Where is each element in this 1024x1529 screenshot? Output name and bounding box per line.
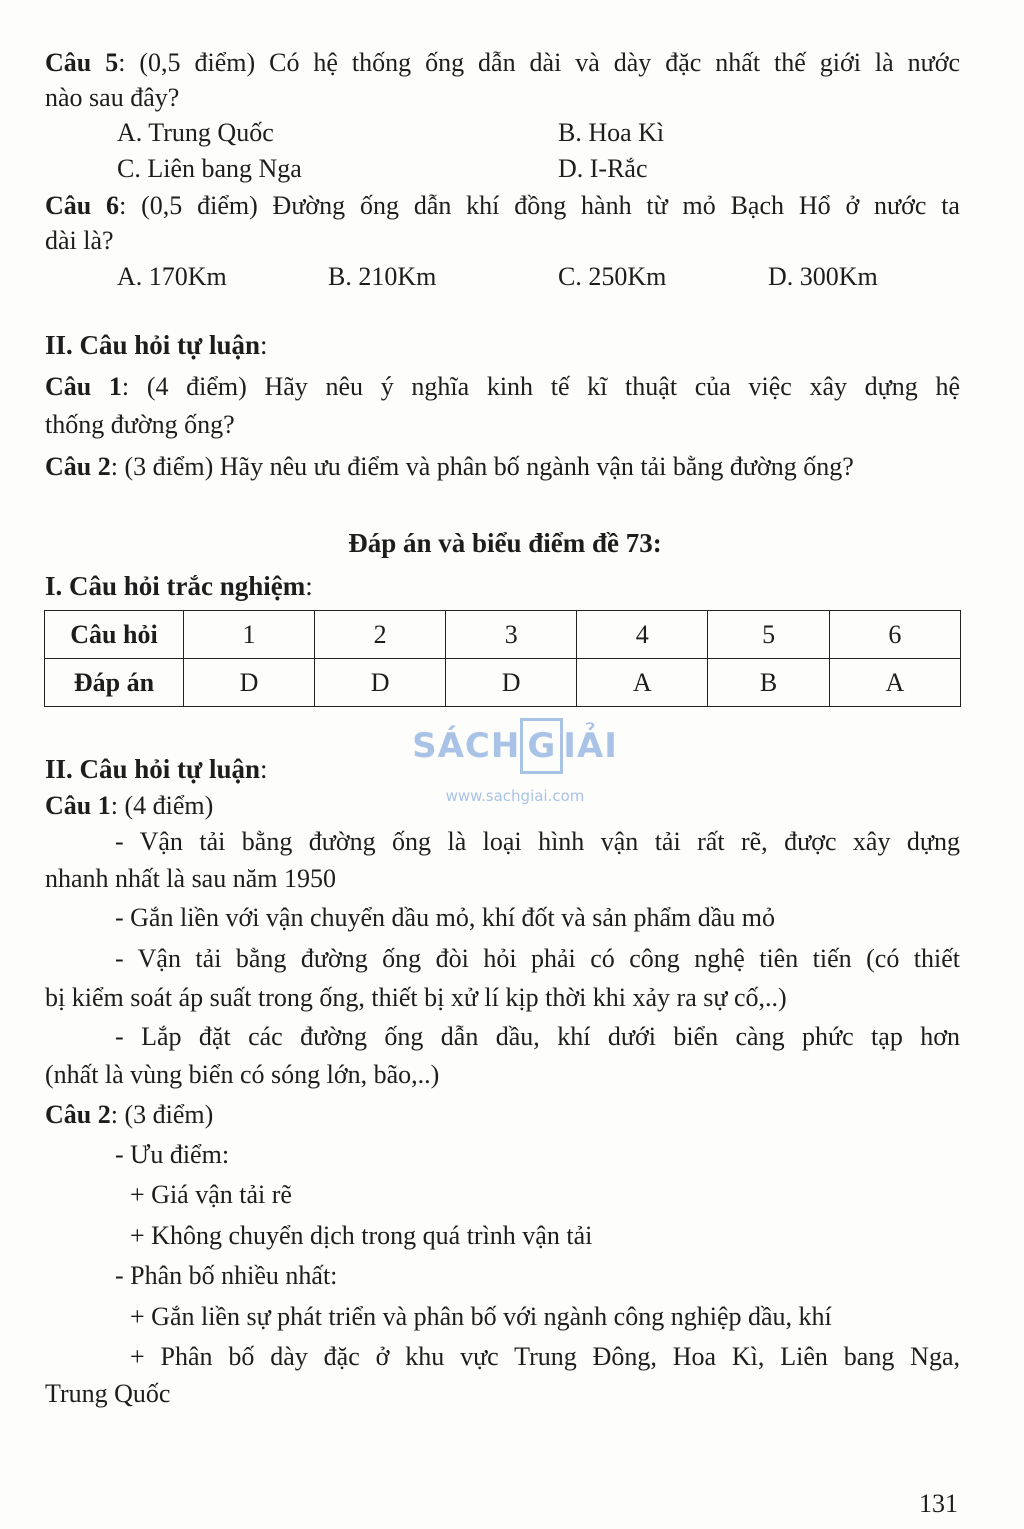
q5-line1: Câu 5: (0,5 điểm) Có hệ thống ống dẫn dài và dày đặc nhất thế giới là nước — [45, 48, 960, 77]
table-answer-label: Đáp án — [45, 659, 184, 707]
q6-label: Câu 6 — [45, 191, 120, 220]
q5-option-d: D. I-Rắc — [558, 154, 648, 183]
c2-distribution-2-line1: + Phân bố dày đặc ở khu vực Trung Đông, Hoa Kì, Liên bang Nga, — [130, 1342, 960, 1371]
c1-point4-line1: - Lắp đặt các đường ống dẫn dầu, khí dưới biển càng phức tạp hơn — [115, 1022, 960, 1051]
c2-distribution-2-line2: Trung Quốc — [45, 1379, 171, 1408]
table-cell-question: 6 — [829, 611, 960, 659]
essay-answer-heading: II. Câu hỏi tự luận: — [45, 754, 268, 784]
c2-distribution: - Phân bố nhiều nhất: — [115, 1261, 338, 1290]
c2-distribution-1: + Gắn liền sự phát triển và phân bố với ngành công nghiệp dầu, khí — [130, 1302, 832, 1331]
q6-line1: Câu 6: (0,5 điểm) Đường ống dẫn khí đồng hành từ mỏ Bạch Hổ ở nước ta — [45, 191, 960, 220]
table-cell-answer: B — [708, 659, 830, 707]
watermark — [410, 716, 620, 806]
watermark-url: www.sachgiai.com — [445, 787, 585, 805]
essay-q2-line: Câu 2: (3 điểm) Hãy nêu ưu điểm và phân bố ngành vận tải bằng đường ống? — [45, 452, 854, 481]
table-cell-question: 1 — [184, 611, 315, 659]
c1-heading: Câu 1: (4 điểm) — [45, 791, 214, 820]
table-cell-answer: A — [577, 659, 708, 707]
c1-label: Câu 1 — [45, 791, 111, 820]
c2-advantage-1: + Giá vận tải rẽ — [130, 1180, 292, 1209]
q6-option-a: A. 170Km — [117, 262, 227, 291]
q6-option-c: C. 250Km — [558, 262, 667, 291]
table-row-answers — [45, 659, 961, 707]
q5-option-b: B. Hoa Kì — [558, 118, 665, 147]
table-cell-answer: D — [315, 659, 446, 707]
essay-q1-line1: Câu 1: (4 điểm) Hãy nêu ý nghĩa kinh tế kĩ thuật của việc xây dựng hệ — [45, 372, 960, 401]
q5-line2: nào sau đây? — [45, 83, 180, 112]
c1-point2: - Gắn liền với vận chuyển dầu mỏ, khí đốt và sản phẩm dầu mỏ — [115, 903, 775, 932]
c2-heading: Câu 2: (3 điểm) — [45, 1100, 214, 1129]
essay-q1-line2: thống đường ống? — [45, 410, 235, 439]
essay-q2-label: Câu 2 — [45, 452, 111, 481]
q6-option-b: B. 210Km — [328, 262, 437, 291]
c1-point3-line2: bị kiểm soát áp suất trong ống, thiết bị xử lí kịp thời khi xảy ra sự cố,..) — [45, 983, 787, 1012]
table-cell-question: 5 — [708, 611, 830, 659]
c2-label: Câu 2 — [45, 1100, 111, 1129]
watermark-g-icon: G — [520, 718, 563, 774]
c2-advantages: - Ưu điểm: — [115, 1140, 230, 1169]
table-cell-question: 3 — [446, 611, 577, 659]
watermark-logo: SÁCH G IẢI — [410, 716, 620, 776]
page-number: 131 — [919, 1489, 958, 1518]
table-cell-answer: A — [829, 659, 960, 707]
answer-table — [44, 610, 961, 707]
answer-key-title: Đáp án và biểu điểm đề 73: — [348, 528, 662, 558]
c1-point3-line1: - Vận tải bằng đường ống đòi hỏi phải có công nghệ tiên tiến (có thiết — [115, 944, 960, 973]
q5-label: Câu 5 — [45, 48, 119, 77]
c1-point1-line1: - Vận tải bằng đường ống là loại hình vận tải rất rẽ, được xây dựng — [115, 827, 960, 856]
c1-point1-line2: nhanh nhất là sau năm 1950 — [45, 864, 336, 893]
table-row-questions — [45, 611, 961, 659]
c2-advantage-2: + Không chuyển dịch trong quá trình vận tải — [130, 1221, 593, 1250]
table-cell-question: 2 — [315, 611, 446, 659]
table-cell-question: 4 — [577, 611, 708, 659]
essay-heading: II. Câu hỏi tự luận: — [45, 330, 268, 360]
table-cell-answer: D — [446, 659, 577, 707]
table-header-label: Câu hỏi — [45, 611, 184, 659]
q5-option-a: A. Trung Quốc — [117, 118, 274, 147]
table-cell-answer: D — [184, 659, 315, 707]
essay-q1-label: Câu 1 — [45, 372, 122, 401]
q6-line2: dài là? — [45, 226, 114, 255]
mc-heading: I. Câu hỏi trắc nghiệm: — [45, 571, 313, 601]
q5-option-c: C. Liên bang Nga — [117, 154, 302, 183]
c1-point4-line2: (nhất là vùng biển có sóng lớn, bão,..) — [45, 1060, 440, 1089]
q6-option-d: D. 300Km — [768, 262, 878, 291]
